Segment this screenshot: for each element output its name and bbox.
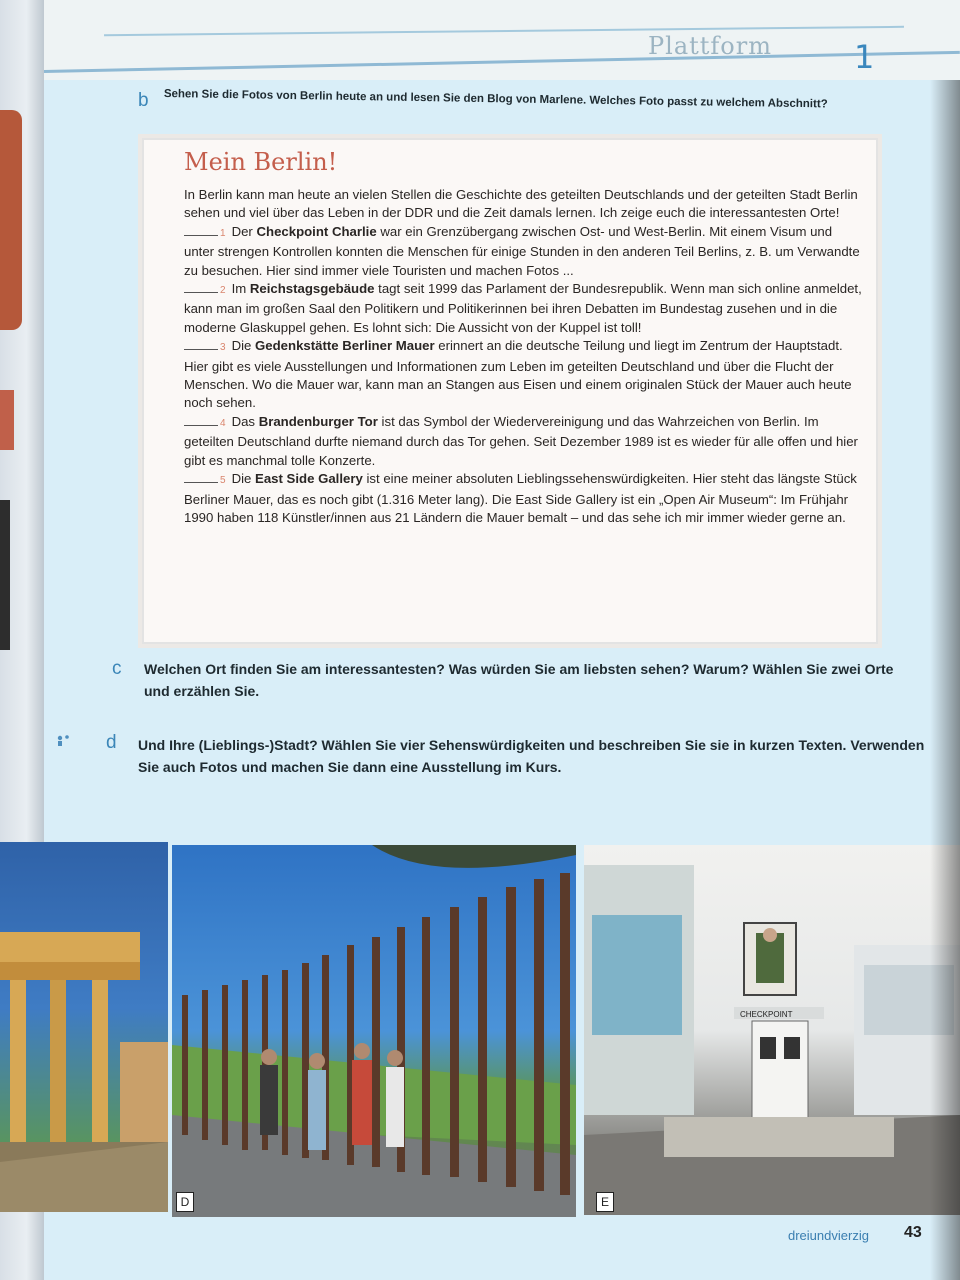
paragraph-text: ist das Symbol der Wiedervereinigung und das Wahrzeichen von Berlin. Im geteilten Deutschland durfte niemand durch das Tor gehen. Seit Dezember 1989 ist es wieder für alle offen und hier gibt es manchmal tolle Konzerte. <box>184 413 858 468</box>
paragraph-lead: Der <box>231 223 253 239</box>
blog-paragraph <box>184 337 864 413</box>
adjacent-page-tab <box>0 110 22 330</box>
answer-blank[interactable] <box>184 349 218 350</box>
place-name: Checkpoint Charlie <box>256 223 377 239</box>
paragraph-text: ist eine meiner absoluten Lieblingssehenswürdigkeiten. Hier steht das längste Stück Berliner Mauer, das es noch gibt (1.316 Meter lang). Die East Side Gallery ist ein „Open Air Museum“: Im Frühjahr 1990 haben 118 Künstler/innen aus 21 Ländern die Mauer bemalt – und das sehe ich mir immer wieder gerne an. <box>184 471 857 525</box>
blog-paragraph <box>184 470 864 527</box>
paragraph-number: 5 <box>220 475 226 487</box>
task-c-letter: c <box>112 658 122 679</box>
page-number: 43 <box>904 1224 922 1241</box>
photo-checkpoint-charlie <box>584 845 960 1215</box>
blog-paragraph <box>184 223 864 280</box>
paragraph-text: tagt seit 1999 das Parlament der Bundesrepublik. Wenn man sich online anmeldet, kann man im großen Saal den Politikern und Politikerinnen bei ihren Debatten im Bundestag zusehen und in die moderne Glaskuppel gehen. Es lohnt sich: Die Aussicht von der Kuppel ist toll! <box>184 281 862 335</box>
photo-berlin-wall-memorial <box>172 845 576 1217</box>
blog-paragraph <box>184 413 864 470</box>
textbook-page <box>44 0 960 1280</box>
wall-memorial-illustration <box>172 845 576 1217</box>
task-b-letter: b <box>138 90 149 111</box>
place-name: Reichstagsgebäude <box>249 281 375 297</box>
section-title: Plattform <box>648 32 772 60</box>
brandenburg-gate-illustration <box>0 842 168 1212</box>
paragraph-number: 2 <box>220 285 226 297</box>
photo-label-d: D <box>176 1192 194 1212</box>
blog-intro: In Berlin kann man heute an vielen Stellen die Geschichte des geteilten Deutschlands und der geteilten Stadt Berlin sehen und viel über das Leben in der DDR und die Zeit damals lernen. Ich zeige euch die interessantesten Orte! <box>184 187 858 221</box>
photo-label-e: E <box>596 1192 614 1212</box>
answer-blank[interactable] <box>184 482 218 483</box>
paragraph-text: war ein Grenzübergang zwischen Ost- und West-Berlin. Mit einem Visum und unter strengen Kontrollen konnten die Menschen für einige Stunden in den anderen Teil Berlins, z. B. um Verwandte zu besuchen. Hier sind immer viele Touristen und machen Fotos ... <box>184 223 860 278</box>
section-number: 1 <box>854 38 875 76</box>
pair-work-icon <box>56 734 72 748</box>
checkpoint-charlie-illustration <box>584 845 960 1215</box>
paragraph-number: 4 <box>220 417 226 429</box>
task-b-instruction: Sehen Sie die Fotos von Berlin heute an und lesen Sie den Blog von Marlene. Welches Foto passt zu welchem Abschnitt? <box>163 87 828 111</box>
paragraph-text: erinnert an die deutsche Teilung und liegt im Zentrum der Hauptstadt. Hier gibt es viele Ausstellungen und Informationen zum Leben im geteilten Deutschland und über die Flucht der Menschen. Wo die Mauer war, kann man an Stangen aus Eisen und einem originalen Stück der Mauer auch heute noch sehen. <box>184 338 852 411</box>
adjacent-page-tab <box>0 390 14 450</box>
place-name: Gedenkstätte Berliner Mauer <box>255 338 435 354</box>
paragraph-lead: Die <box>231 471 252 487</box>
paragraph-number: 3 <box>220 342 226 354</box>
task-d-instruction: Und Ihre (Lieblings-)Stadt? Wählen Sie vier Sehenswürdigkeiten und beschreiben Sie sie in kurzen Texten. Verwenden Sie auch Fotos und machen Sie dann eine Ausstellung im Kurs. <box>138 737 925 775</box>
blog-paragraph <box>184 280 864 337</box>
photo-brandenburg-gate <box>0 842 168 1212</box>
answer-blank[interactable] <box>184 292 218 293</box>
paragraph-number: 1 <box>220 227 226 239</box>
blog-body <box>184 186 864 527</box>
page-gutter-shadow <box>930 80 960 1280</box>
page-number-word: dreiundvierzig <box>788 1228 869 1243</box>
paragraph-lead: Im <box>231 281 247 297</box>
task-d-letter: d <box>106 732 117 753</box>
blog-box <box>142 138 878 644</box>
answer-blank[interactable] <box>184 425 218 426</box>
checkpoint-sign-text: CHECKPOINT <box>740 1010 793 1019</box>
place-name: Brandenburger Tor <box>258 413 378 429</box>
task-c-instruction: Welchen Ort finden Sie am interessantesten? Was würden Sie am liebsten sehen? Warum? Wählen Sie zwei Orte und erzählen Sie. <box>144 661 894 699</box>
place-name: East Side Gallery <box>255 471 363 487</box>
paragraph-lead: Die <box>231 338 252 354</box>
answer-blank[interactable] <box>184 235 218 236</box>
paragraph-lead: Das <box>231 413 256 429</box>
blog-title: Mein Berlin! <box>184 148 338 176</box>
adjacent-page-tab <box>0 500 10 650</box>
